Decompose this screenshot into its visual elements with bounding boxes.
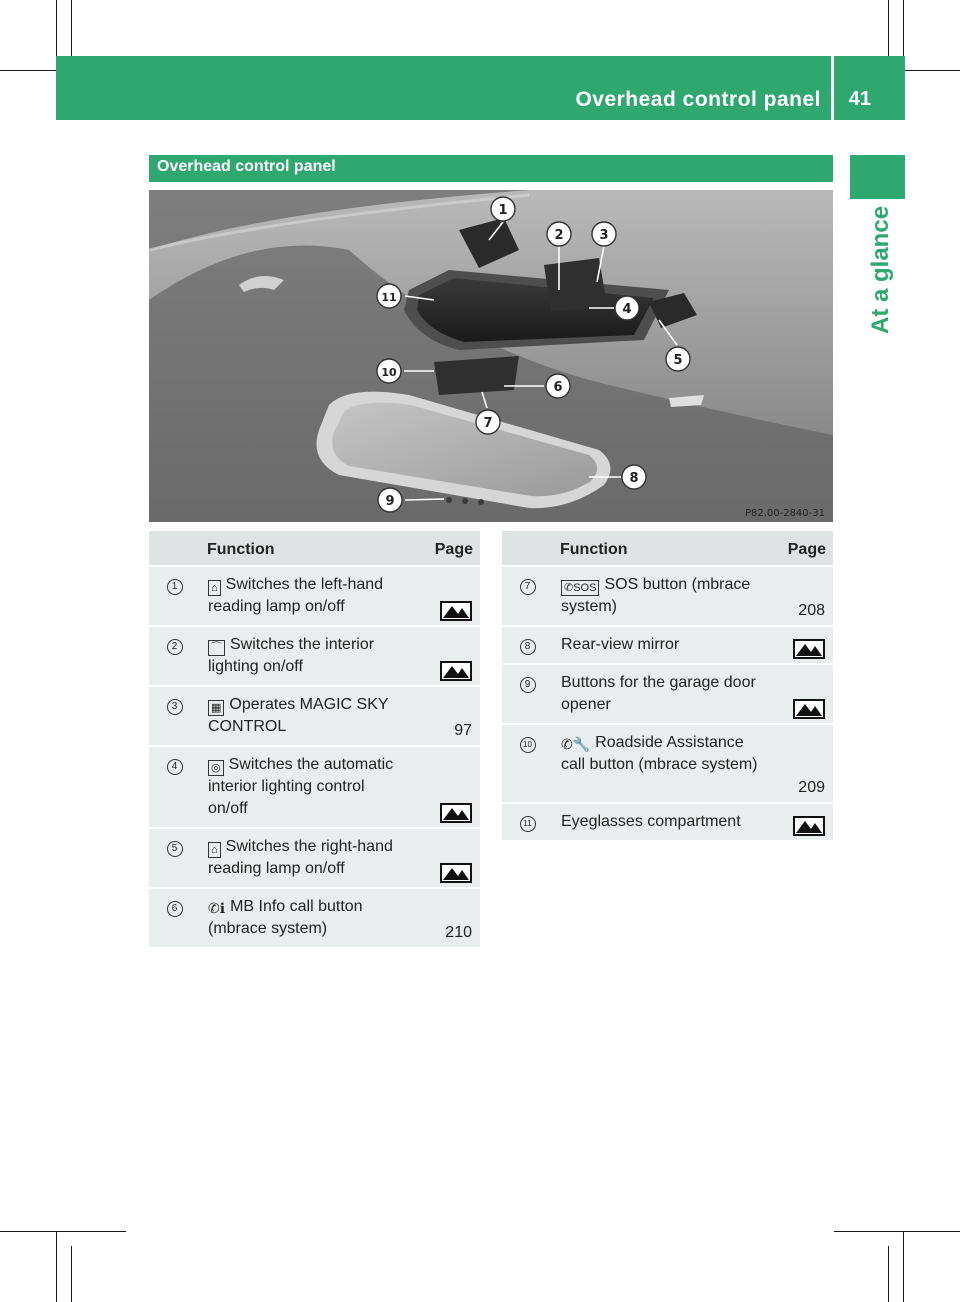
row-number: 1 — [167, 579, 183, 595]
row-number: 3 — [167, 699, 183, 715]
interior-light-icon: ⌒ — [208, 640, 225, 656]
callout-10 — [377, 359, 401, 383]
callout-3 — [592, 222, 616, 246]
row-text: Operates MAGIC SKY CONTROL — [208, 696, 389, 735]
page-number: 210 — [416, 888, 480, 948]
svg-text:4: 4 — [622, 302, 632, 317]
table-row — [502, 566, 833, 626]
row-text: Switches the left-hand reading lamp on/off — [208, 576, 384, 615]
reading-lamp-icon: ⌂ — [208, 580, 221, 596]
row-text: Switches the interior lighting on/off — [208, 636, 375, 675]
page-reference-icon — [793, 698, 825, 720]
row-number: 8 — [520, 639, 536, 655]
row-text: Rear-view mirror — [553, 626, 771, 664]
side-tab-label: At a glance — [867, 205, 894, 334]
callout-2 — [547, 222, 571, 246]
table-row — [502, 664, 833, 724]
callout-6 — [546, 374, 570, 398]
row-number: 6 — [167, 901, 183, 917]
row-number: 10 — [520, 737, 536, 753]
callout-11 — [377, 284, 401, 308]
svg-text:9: 9 — [385, 494, 395, 509]
callout-4 — [615, 296, 639, 320]
reading-lamp-icon: ⌂ — [208, 842, 221, 858]
table-row — [149, 626, 480, 686]
figure-code: P82.00-2840-31 — [744, 508, 825, 519]
row-number: 2 — [167, 639, 183, 655]
table-row — [149, 566, 480, 626]
function-table-right — [502, 531, 833, 842]
table-header-row — [502, 531, 833, 566]
row-number: 5 — [167, 841, 183, 857]
row-text: Buttons for the garage door opener — [553, 664, 771, 724]
header-title: Overhead control panel — [575, 88, 821, 111]
callout-9 — [378, 488, 402, 512]
sos-icon: ✆SOS — [561, 580, 599, 596]
table-row — [149, 888, 480, 948]
callout-5 — [666, 347, 690, 371]
svg-text:7: 7 — [483, 416, 493, 431]
svg-text:6: 6 — [553, 380, 563, 395]
table-row — [502, 803, 833, 841]
page-header — [56, 56, 905, 120]
overhead-panel-illustration — [149, 190, 833, 522]
table-header-row — [149, 531, 480, 566]
callout-8 — [622, 465, 646, 489]
column-header-function: Function — [553, 531, 771, 566]
svg-text:10: 10 — [381, 366, 397, 379]
row-text: Roadside Assistance call button (mbrace system) — [561, 734, 758, 773]
phone-wrench-icon: ✆🔧 — [561, 736, 591, 752]
svg-text:8: 8 — [629, 471, 639, 486]
section-title: Overhead control panel — [157, 158, 336, 175]
svg-text:5: 5 — [673, 353, 683, 368]
auto-light-icon: ◎ — [208, 760, 224, 776]
page-reference-icon — [793, 638, 825, 660]
column-header-function: Function — [200, 531, 416, 566]
row-text: Eyeglasses compartment — [553, 803, 771, 841]
svg-text:11: 11 — [381, 291, 397, 304]
page-number: 209 — [771, 724, 833, 803]
function-table-left — [149, 531, 480, 949]
table-row — [502, 724, 833, 803]
svg-text:1: 1 — [498, 203, 508, 218]
svg-text:3: 3 — [599, 228, 609, 243]
table-row — [149, 828, 480, 888]
side-tab — [850, 155, 905, 199]
callout-1 — [491, 197, 515, 221]
page-reference-icon — [440, 802, 472, 824]
header-divider — [831, 56, 834, 120]
row-text: SOS button (mbrace system) — [561, 576, 751, 615]
row-number: 9 — [520, 677, 536, 693]
page-number: 208 — [771, 566, 833, 626]
magic-sky-icon: ▦ — [208, 700, 224, 716]
phone-info-icon: ✆ℹ — [208, 900, 226, 916]
table-row — [149, 746, 480, 828]
row-text: Switches the automatic interior lighting control on/off — [208, 756, 394, 817]
page-reference-icon — [440, 862, 472, 884]
page-number: 41 — [848, 88, 871, 110]
overhead-panel-figure — [149, 190, 833, 522]
row-text: Switches the right-hand reading lamp on/off — [208, 838, 393, 877]
page-number: 97 — [416, 686, 480, 746]
row-number: 11 — [520, 816, 536, 832]
page-reference-icon — [793, 815, 825, 837]
table-row — [502, 626, 833, 664]
row-text: MB Info call button (mbrace system) — [208, 898, 363, 937]
column-header-page: Page — [771, 531, 833, 566]
page-reference-icon — [440, 660, 472, 682]
svg-text:2: 2 — [554, 228, 564, 243]
callout-7 — [476, 410, 500, 434]
table-row — [149, 686, 480, 746]
row-number: 4 — [167, 759, 183, 775]
section-header — [149, 155, 833, 182]
page-reference-icon — [440, 600, 472, 622]
row-number: 7 — [520, 579, 536, 595]
column-header-page: Page — [416, 531, 480, 566]
